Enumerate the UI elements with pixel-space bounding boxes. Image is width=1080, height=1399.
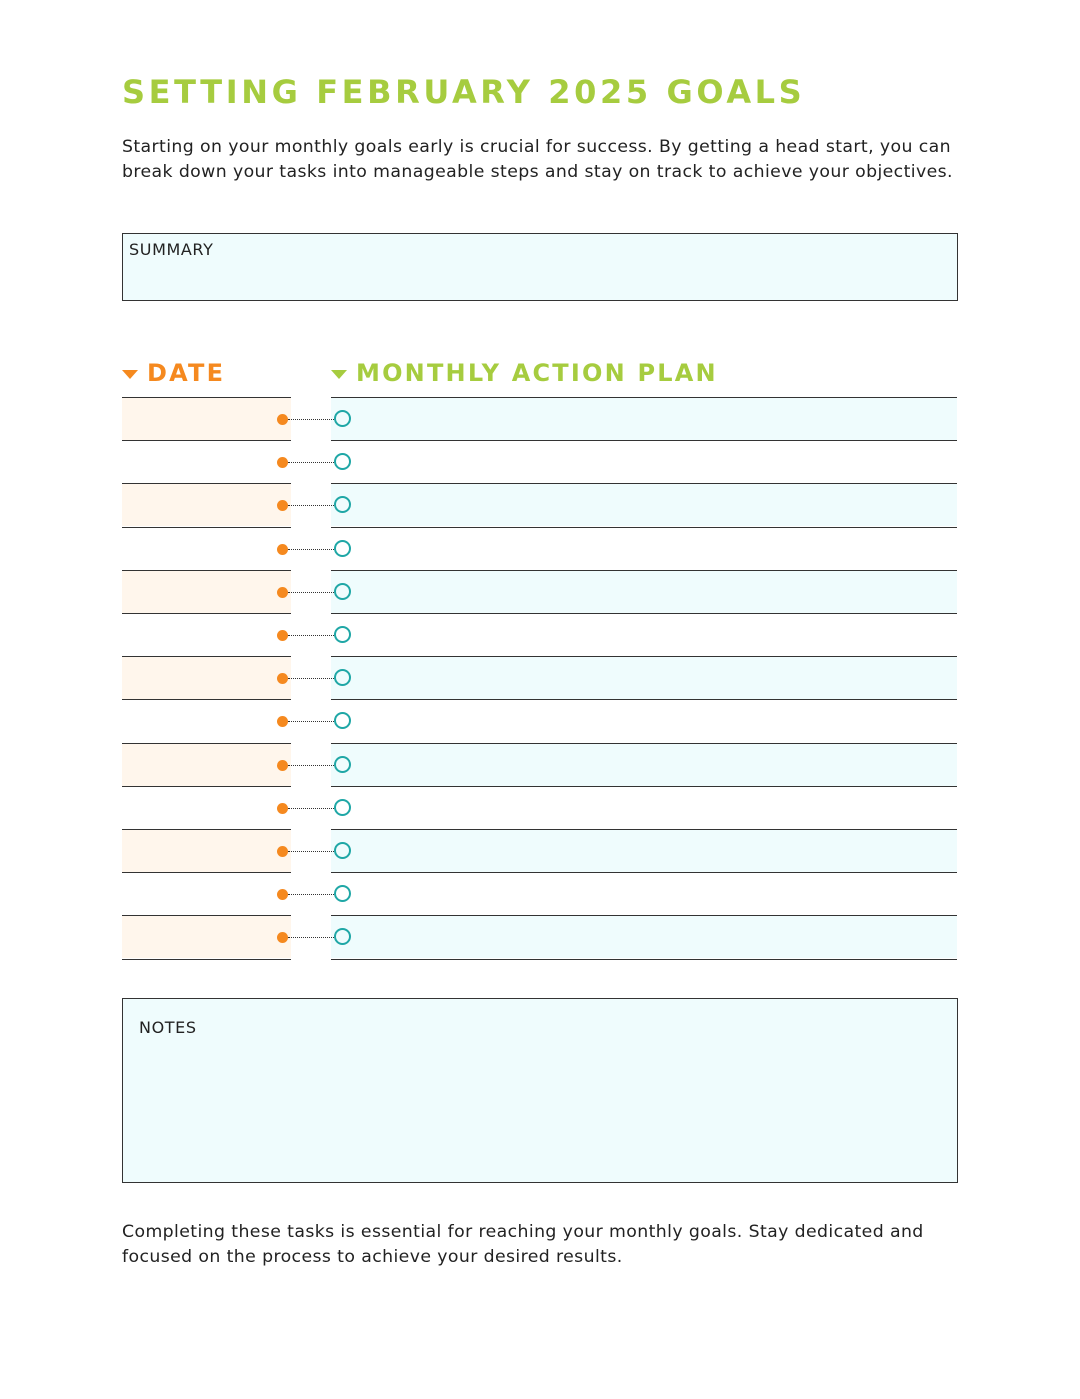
date-cell[interactable]	[122, 483, 291, 526]
table-row	[0, 527, 1080, 570]
circle-checkbox-icon[interactable]	[334, 626, 351, 643]
date-cell[interactable]	[122, 872, 291, 915]
dotted-connector	[288, 419, 334, 420]
plan-bottom-line	[331, 959, 957, 960]
table-row	[0, 656, 1080, 699]
table-row	[0, 872, 1080, 915]
dot-icon	[277, 889, 288, 900]
dotted-connector	[288, 851, 334, 852]
action-cell[interactable]	[331, 397, 957, 440]
action-plan-table	[0, 397, 1080, 958]
dot-icon	[277, 544, 288, 555]
action-cell[interactable]	[331, 656, 957, 699]
dot-icon	[277, 760, 288, 771]
circle-checkbox-icon[interactable]	[334, 842, 351, 859]
action-cell[interactable]	[331, 613, 957, 656]
dotted-connector	[288, 505, 334, 506]
plan-column-header	[331, 356, 718, 390]
date-cell[interactable]	[122, 397, 291, 440]
action-cell[interactable]	[331, 570, 957, 613]
dot-icon	[277, 587, 288, 598]
date-cell[interactable]	[122, 570, 291, 613]
table-row	[0, 397, 1080, 440]
action-cell[interactable]	[331, 872, 957, 915]
action-cell[interactable]	[331, 786, 957, 829]
dotted-connector	[288, 937, 334, 938]
dotted-connector	[288, 808, 334, 809]
table-row	[0, 743, 1080, 786]
table-row	[0, 915, 1080, 958]
circle-checkbox-icon[interactable]	[334, 885, 351, 902]
date-cell[interactable]	[122, 613, 291, 656]
dotted-connector	[288, 765, 334, 766]
circle-checkbox-icon[interactable]	[334, 410, 351, 427]
action-cell[interactable]	[331, 699, 957, 742]
closing-paragraph: Completing these tasks is essential for reaching your monthly goals. Stay dedicated and focused on the process to achieve your desired results.	[122, 1222, 924, 1267]
dotted-connector	[288, 635, 334, 636]
dot-icon	[277, 630, 288, 641]
date-cell[interactable]	[122, 743, 291, 786]
date-cell[interactable]	[122, 656, 291, 699]
date-cell[interactable]	[122, 699, 291, 742]
summary-field[interactable]	[122, 233, 958, 301]
page-title: SETTING FEBRUARY 2025 GOALS	[122, 73, 806, 111]
plan-header-label: MONTHLY ACTION PLAN	[356, 359, 718, 387]
action-cell[interactable]	[331, 915, 957, 958]
action-cell[interactable]	[331, 743, 957, 786]
table-row	[0, 440, 1080, 483]
action-cell[interactable]	[331, 483, 957, 526]
date-bottom-line	[122, 959, 291, 960]
date-cell[interactable]	[122, 829, 291, 872]
notes-label: NOTES	[139, 1018, 197, 1037]
action-cell[interactable]	[331, 829, 957, 872]
circle-checkbox-icon[interactable]	[334, 540, 351, 557]
table-row	[0, 570, 1080, 613]
dotted-connector	[288, 678, 334, 679]
circle-checkbox-icon[interactable]	[334, 583, 351, 600]
dot-icon	[277, 414, 288, 425]
table-row	[0, 699, 1080, 742]
caret-down-icon	[331, 370, 347, 379]
circle-checkbox-icon[interactable]	[334, 799, 351, 816]
dot-icon	[277, 846, 288, 857]
table-row	[0, 829, 1080, 872]
dotted-connector	[288, 894, 334, 895]
dotted-connector	[288, 592, 334, 593]
table-row	[0, 786, 1080, 829]
table-row	[0, 483, 1080, 526]
date-cell[interactable]	[122, 527, 291, 570]
summary-label: SUMMARY	[129, 240, 214, 259]
date-cell[interactable]	[122, 786, 291, 829]
date-header-label: DATE	[147, 359, 226, 387]
table-row	[0, 613, 1080, 656]
action-cell[interactable]	[331, 440, 957, 483]
dotted-connector	[288, 549, 334, 550]
dotted-connector	[288, 721, 334, 722]
action-cell[interactable]	[331, 527, 957, 570]
circle-checkbox-icon[interactable]	[334, 756, 351, 773]
date-column-header	[122, 356, 225, 390]
notes-field[interactable]	[122, 998, 958, 1183]
dotted-connector	[288, 462, 334, 463]
circle-checkbox-icon[interactable]	[334, 669, 351, 686]
caret-down-icon	[122, 370, 138, 379]
date-cell[interactable]	[122, 440, 291, 483]
date-cell[interactable]	[122, 915, 291, 958]
dot-icon	[277, 803, 288, 814]
intro-paragraph: Starting on your monthly goals early is crucial for success. By getting a head start, you can break down your tasks into manageable steps and stay on track to achieve your objectives.	[122, 137, 953, 182]
